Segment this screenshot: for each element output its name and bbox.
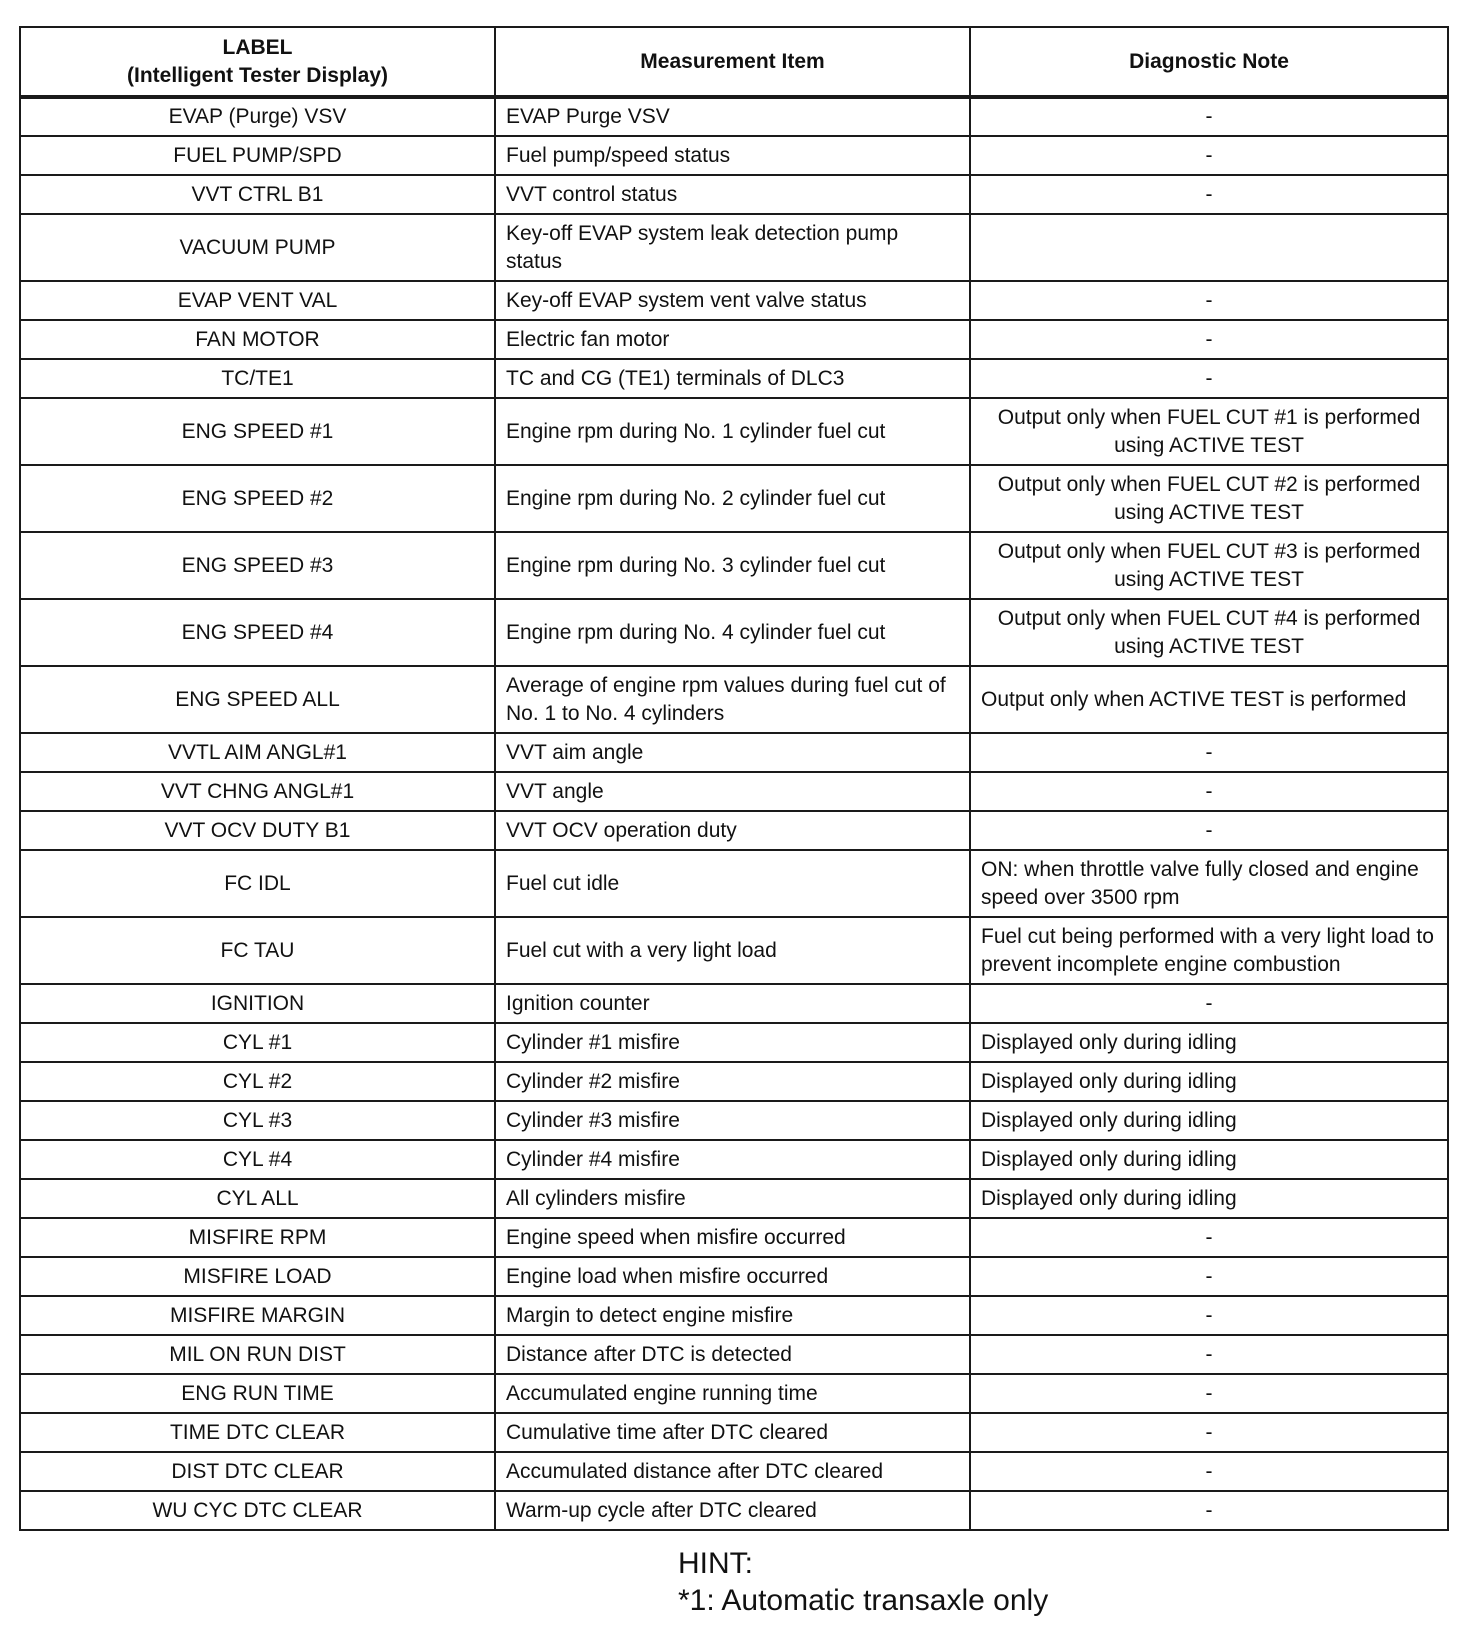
row-diagnostic-note-cell: - bbox=[970, 984, 1448, 1023]
row-measurement-item-cell: VVT angle bbox=[495, 772, 970, 811]
row-diagnostic-note-cell: - bbox=[970, 811, 1448, 850]
row-diagnostic-note-cell: - bbox=[970, 320, 1448, 359]
row-label-cell: IGNITION bbox=[20, 984, 495, 1023]
row-label-cell: FC TAU bbox=[20, 917, 495, 984]
table-row bbox=[20, 465, 1448, 532]
row-diagnostic-note-cell: - bbox=[970, 281, 1448, 320]
hint-text: *1: Automatic transaxle only bbox=[678, 1584, 1049, 1617]
row-label-cell: ENG SPEED ALL bbox=[20, 666, 495, 733]
row-label-cell: ENG RUN TIME bbox=[20, 1374, 495, 1413]
header-label bbox=[20, 27, 495, 97]
table-row bbox=[20, 984, 1448, 1023]
table-row bbox=[20, 1179, 1448, 1218]
row-diagnostic-note-cell: - bbox=[970, 1335, 1448, 1374]
row-diagnostic-note-cell: - bbox=[970, 175, 1448, 214]
row-label-cell: ENG SPEED #2 bbox=[20, 465, 495, 532]
row-measurement-item-cell: Cylinder #2 misfire bbox=[495, 1062, 970, 1101]
table-row bbox=[20, 1257, 1448, 1296]
header-measurement-item: Measurement Item bbox=[495, 27, 970, 97]
table-row bbox=[20, 1491, 1448, 1530]
table-row bbox=[20, 97, 1448, 136]
row-measurement-item-cell: Cylinder #4 misfire bbox=[495, 1140, 970, 1179]
row-diagnostic-note-cell: Output only when FUEL CUT #4 is performed using ACTIVE TEST bbox=[970, 599, 1448, 666]
row-label-cell: VVT OCV DUTY B1 bbox=[20, 811, 495, 850]
table-row bbox=[20, 136, 1448, 175]
table-row bbox=[20, 175, 1448, 214]
row-measurement-item-cell: Cylinder #1 misfire bbox=[495, 1023, 970, 1062]
row-label-cell: CYL #2 bbox=[20, 1062, 495, 1101]
row-diagnostic-note-cell: - bbox=[970, 1296, 1448, 1335]
row-label-cell: MIL ON RUN DIST bbox=[20, 1335, 495, 1374]
row-label-cell: TC/TE1 bbox=[20, 359, 495, 398]
row-label-cell: EVAP (Purge) VSV bbox=[20, 97, 495, 136]
row-measurement-item-cell: Warm-up cycle after DTC cleared bbox=[495, 1491, 970, 1530]
row-diagnostic-note-cell: Fuel cut being performed with a very light load to prevent incomplete engine combustion bbox=[970, 917, 1448, 984]
row-measurement-item-cell: Cumulative time after DTC cleared bbox=[495, 1413, 970, 1452]
table-row bbox=[20, 599, 1448, 666]
row-diagnostic-note-cell: - bbox=[970, 772, 1448, 811]
row-diagnostic-note-cell: - bbox=[970, 1218, 1448, 1257]
row-measurement-item-cell: Distance after DTC is detected bbox=[495, 1335, 970, 1374]
table-row bbox=[20, 398, 1448, 465]
row-label-cell: WU CYC DTC CLEAR bbox=[20, 1491, 495, 1530]
row-diagnostic-note-cell: Displayed only during idling bbox=[970, 1101, 1448, 1140]
row-diagnostic-note-cell: Displayed only during idling bbox=[970, 1179, 1448, 1218]
row-label-cell: FAN MOTOR bbox=[20, 320, 495, 359]
row-diagnostic-note-cell: Output only when FUEL CUT #1 is performed using ACTIVE TEST bbox=[970, 398, 1448, 465]
table-row bbox=[20, 1218, 1448, 1257]
row-measurement-item-cell: Cylinder #3 misfire bbox=[495, 1101, 970, 1140]
row-measurement-item-cell: Key-off EVAP system vent valve status bbox=[495, 281, 970, 320]
row-label-cell: MISFIRE RPM bbox=[20, 1218, 495, 1257]
row-label-cell: MISFIRE MARGIN bbox=[20, 1296, 495, 1335]
row-measurement-item-cell: Fuel cut with a very light load bbox=[495, 917, 970, 984]
hint-block bbox=[678, 1545, 1048, 1619]
row-measurement-item-cell: VVT control status bbox=[495, 175, 970, 214]
table-row bbox=[20, 811, 1448, 850]
table-row bbox=[20, 666, 1448, 733]
header-diagnostic-note: Diagnostic Note bbox=[970, 27, 1448, 97]
row-label-cell: CYL ALL bbox=[20, 1179, 495, 1218]
table-row bbox=[20, 1296, 1448, 1335]
row-label-cell: CYL #1 bbox=[20, 1023, 495, 1062]
row-label-cell: TIME DTC CLEAR bbox=[20, 1413, 495, 1452]
row-diagnostic-note-cell: - bbox=[970, 136, 1448, 175]
row-diagnostic-note-cell: Output only when ACTIVE TEST is performed bbox=[970, 666, 1448, 733]
row-diagnostic-note-cell: - bbox=[970, 1413, 1448, 1452]
row-measurement-item-cell: Engine rpm during No. 1 cylinder fuel cut bbox=[495, 398, 970, 465]
row-diagnostic-note-cell: Output only when FUEL CUT #3 is performed using ACTIVE TEST bbox=[970, 532, 1448, 599]
row-measurement-item-cell: Ignition counter bbox=[495, 984, 970, 1023]
row-diagnostic-note-cell: - bbox=[970, 1374, 1448, 1413]
row-diagnostic-note-cell: Output only when FUEL CUT #2 is performed using ACTIVE TEST bbox=[970, 465, 1448, 532]
table-row bbox=[20, 1452, 1448, 1491]
row-diagnostic-note-cell bbox=[970, 214, 1448, 281]
table-row bbox=[20, 850, 1448, 917]
diagnostic-data-table bbox=[19, 26, 1449, 1531]
table-row bbox=[20, 1023, 1448, 1062]
row-label-cell: ENG SPEED #1 bbox=[20, 398, 495, 465]
row-measurement-item-cell: Electric fan motor bbox=[495, 320, 970, 359]
row-measurement-item-cell: Key-off EVAP system leak detection pump status bbox=[495, 214, 970, 281]
row-label-cell: FC IDL bbox=[20, 850, 495, 917]
row-label-cell: ENG SPEED #4 bbox=[20, 599, 495, 666]
row-label-cell: FUEL PUMP/SPD bbox=[20, 136, 495, 175]
row-measurement-item-cell: Average of engine rpm values during fuel cut of No. 1 to No. 4 cylinders bbox=[495, 666, 970, 733]
table-body bbox=[20, 97, 1448, 1530]
row-label-cell: CYL #4 bbox=[20, 1140, 495, 1179]
table-row bbox=[20, 1062, 1448, 1101]
table-row bbox=[20, 281, 1448, 320]
row-diagnostic-note-cell: - bbox=[970, 359, 1448, 398]
row-label-cell: EVAP VENT VAL bbox=[20, 281, 495, 320]
row-label-cell: VVT CHNG ANGL#1 bbox=[20, 772, 495, 811]
row-label-cell: DIST DTC CLEAR bbox=[20, 1452, 495, 1491]
header-label-line2: (Intelligent Tester Display) bbox=[127, 63, 388, 87]
row-diagnostic-note-cell: ON: when throttle valve fully closed and engine speed over 3500 rpm bbox=[970, 850, 1448, 917]
row-measurement-item-cell: Fuel cut idle bbox=[495, 850, 970, 917]
table-row bbox=[20, 1101, 1448, 1140]
row-label-cell: VVT CTRL B1 bbox=[20, 175, 495, 214]
row-label-cell: MISFIRE LOAD bbox=[20, 1257, 495, 1296]
hint-title: HINT: bbox=[678, 1547, 753, 1580]
row-diagnostic-note-cell: Displayed only during idling bbox=[970, 1023, 1448, 1062]
row-diagnostic-note-cell: - bbox=[970, 1257, 1448, 1296]
table-row bbox=[20, 320, 1448, 359]
row-label-cell: VACUUM PUMP bbox=[20, 214, 495, 281]
row-measurement-item-cell: All cylinders misfire bbox=[495, 1179, 970, 1218]
row-label-cell: VVTL AIM ANGL#1 bbox=[20, 733, 495, 772]
row-diagnostic-note-cell: - bbox=[970, 733, 1448, 772]
row-measurement-item-cell: Accumulated engine running time bbox=[495, 1374, 970, 1413]
row-diagnostic-note-cell: - bbox=[970, 1491, 1448, 1530]
table-row bbox=[20, 733, 1448, 772]
row-measurement-item-cell: VVT aim angle bbox=[495, 733, 970, 772]
row-diagnostic-note-cell: Displayed only during idling bbox=[970, 1140, 1448, 1179]
row-measurement-item-cell: Engine speed when misfire occurred bbox=[495, 1218, 970, 1257]
table-header-row bbox=[20, 27, 1448, 97]
row-measurement-item-cell: TC and CG (TE1) terminals of DLC3 bbox=[495, 359, 970, 398]
row-measurement-item-cell: Engine rpm during No. 4 cylinder fuel cut bbox=[495, 599, 970, 666]
table-row bbox=[20, 917, 1448, 984]
row-measurement-item-cell: Engine rpm during No. 2 cylinder fuel cut bbox=[495, 465, 970, 532]
row-measurement-item-cell: VVT OCV operation duty bbox=[495, 811, 970, 850]
row-diagnostic-note-cell: Displayed only during idling bbox=[970, 1062, 1448, 1101]
table-row bbox=[20, 772, 1448, 811]
table-row bbox=[20, 214, 1448, 281]
row-label-cell: CYL #3 bbox=[20, 1101, 495, 1140]
table-row bbox=[20, 1413, 1448, 1452]
row-label-cell: ENG SPEED #3 bbox=[20, 532, 495, 599]
row-diagnostic-note-cell: - bbox=[970, 1452, 1448, 1491]
row-measurement-item-cell: EVAP Purge VSV bbox=[495, 97, 970, 136]
row-measurement-item-cell: Fuel pump/speed status bbox=[495, 136, 970, 175]
header-label-line1: LABEL bbox=[222, 35, 293, 59]
table-row bbox=[20, 359, 1448, 398]
row-measurement-item-cell: Accumulated distance after DTC cleared bbox=[495, 1452, 970, 1491]
table-row bbox=[20, 1374, 1448, 1413]
row-measurement-item-cell: Engine load when misfire occurred bbox=[495, 1257, 970, 1296]
row-measurement-item-cell: Margin to detect engine misfire bbox=[495, 1296, 970, 1335]
table-row bbox=[20, 1140, 1448, 1179]
row-diagnostic-note-cell: - bbox=[970, 97, 1448, 136]
table-row bbox=[20, 1335, 1448, 1374]
table-row bbox=[20, 532, 1448, 599]
row-measurement-item-cell: Engine rpm during No. 3 cylinder fuel cut bbox=[495, 532, 970, 599]
